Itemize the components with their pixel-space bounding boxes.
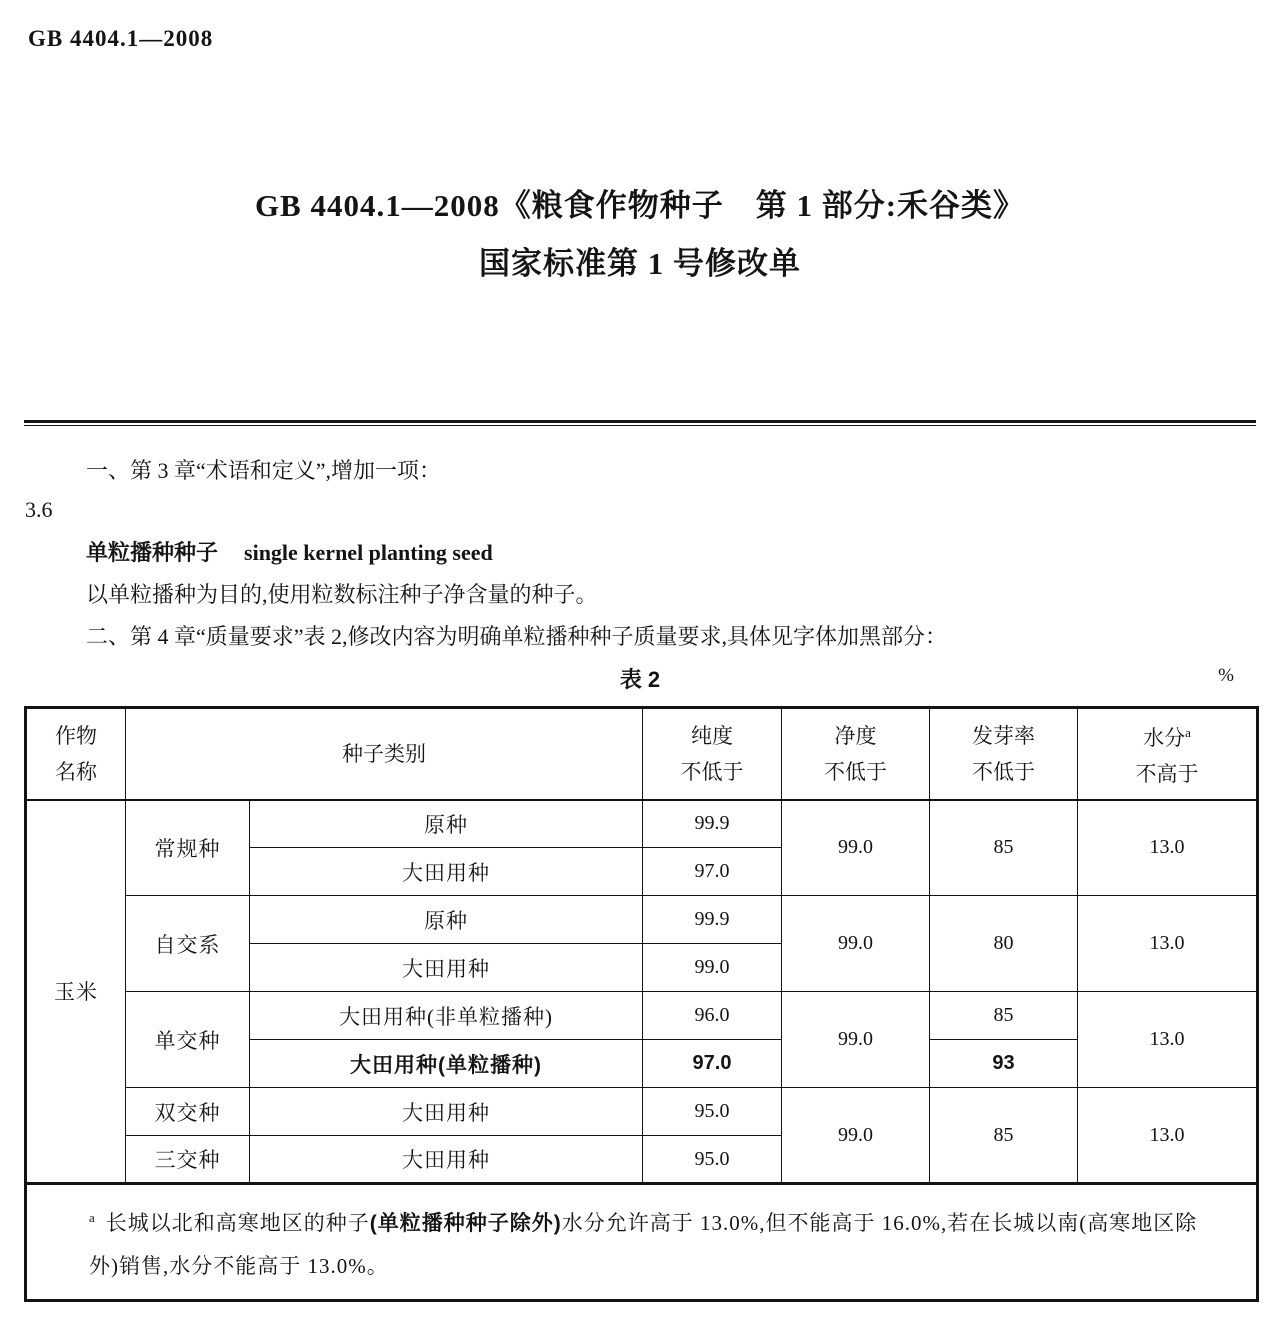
col-header-moisture-footnote-ref: a (1185, 725, 1191, 741)
col-header-crop-line2: 名称 (55, 759, 97, 784)
col-header-germination-line1: 发芽率 (972, 723, 1035, 748)
cell-purity: 99.9 (643, 896, 782, 944)
cell-group-changguizhong: 常规种 (126, 800, 250, 896)
col-header-cleanliness-line2: 不低于 (824, 759, 887, 784)
table-row (26, 800, 1258, 848)
table-footnote-row (26, 1184, 1258, 1301)
cell-germination: 85 (930, 1088, 1078, 1184)
doc-title-line2: 国家标准第 1 号修改单 (479, 246, 801, 281)
cell-seed-type: 大田用种 (250, 1088, 643, 1136)
table-header-row (26, 708, 1258, 800)
cell-purity: 99.9 (643, 800, 782, 848)
table-footnote (26, 1184, 1258, 1301)
clause-number: 3.6 (25, 497, 53, 522)
cell-cleanliness: 99.0 (782, 896, 930, 992)
table-row (26, 992, 1258, 1040)
cell-group-danjiaozhong: 单交种 (126, 992, 250, 1088)
cell-purity: 95.0 (643, 1136, 782, 1184)
cell-germination-single-kernel: 93 (930, 1040, 1078, 1088)
col-header-moisture-line2: 不高于 (1135, 762, 1199, 787)
cell-seed-type: 大田用种(非单粒播种) (250, 992, 643, 1040)
horizontal-rule (24, 420, 1256, 423)
cell-cleanliness: 99.0 (782, 992, 930, 1088)
col-header-moisture-line1 (1078, 715, 1256, 756)
cell-cleanliness: 99.0 (782, 1088, 930, 1184)
doc-code: GB 4404.1—2008 (28, 26, 214, 51)
term-chinese: 单粒播种种子 (86, 540, 219, 565)
quality-requirements-table (24, 706, 1259, 1302)
cell-germination: 85 (930, 992, 1078, 1040)
cell-purity: 95.0 (643, 1088, 782, 1136)
cell-moisture: 13.0 (1078, 896, 1258, 992)
cell-crop-name: 玉米 (26, 800, 126, 1184)
cell-seed-type: 原种 (250, 800, 643, 848)
table-caption: 表 2 (619, 667, 661, 692)
term-english: single kernel planting seed (244, 540, 493, 565)
cell-seed-type: 大田用种 (250, 944, 643, 992)
col-header-germination-line2: 不低于 (972, 759, 1035, 784)
cell-seed-type: 原种 (250, 896, 643, 944)
table-unit-label: % (1218, 665, 1234, 686)
cell-group-zijiaoxi: 自交系 (126, 896, 250, 992)
cell-seed-type: 大田用种 (250, 848, 643, 896)
col-header-purity-line1: 纯度 (691, 723, 733, 748)
footnote-marker: a (89, 1210, 96, 1225)
col-header-moisture-text: 水分 (1143, 726, 1186, 751)
cell-cleanliness: 99.0 (782, 800, 930, 896)
cell-germination: 85 (930, 800, 1078, 896)
term-definition: 以单粒播种为目的,使用粒数标注种子净含量的种子。 (86, 582, 598, 607)
col-header-cleanliness-line1: 净度 (834, 723, 877, 748)
cell-seed-type: 大田用种 (250, 1136, 643, 1184)
table-row (26, 896, 1258, 944)
table-row (26, 1088, 1258, 1136)
cell-group-sanjiaozhong: 三交种 (126, 1136, 250, 1184)
col-header-purity (643, 708, 782, 800)
paragraph-amendment-2: 二、第 4 章“质量要求”表 2,修改内容为明确单粒播种种子质量要求,具体见字体加黑部分： (86, 624, 948, 649)
cell-germination: 80 (930, 896, 1078, 992)
cell-purity-single-kernel: 97.0 (643, 1040, 782, 1088)
col-header-moisture (1078, 708, 1258, 800)
footnote-text-bold: (单粒播种种子除外) (369, 1212, 562, 1235)
cell-seed-type-single-kernel: 大田用种(单粒播种) (250, 1040, 643, 1088)
col-header-seed-type: 种子类别 (126, 708, 643, 800)
col-header-crop (26, 708, 126, 800)
cell-purity: 97.0 (643, 848, 782, 896)
col-header-cleanliness (782, 708, 930, 800)
cell-moisture: 13.0 (1078, 1088, 1258, 1184)
cell-moisture: 13.0 (1078, 992, 1258, 1088)
cell-purity: 99.0 (643, 944, 782, 992)
cell-moisture: 13.0 (1078, 800, 1258, 896)
cell-purity: 96.0 (643, 992, 782, 1040)
cell-group-shuangjiaozhong: 双交种 (126, 1088, 250, 1136)
term-line (24, 538, 1256, 568)
doc-title-line1: GB 4404.1—2008《粮食作物种子 第 1 部分:禾谷类》 (254, 188, 1026, 223)
table-caption-row (24, 663, 1256, 693)
footnote-text-part2: 水分允许高于 13.0%,但不能高于 16.0%,若在长城以南(高寒地区除外)销售,水分不能高于 13.0%。 (89, 1211, 1198, 1278)
col-header-crop-line1: 作物 (55, 723, 97, 748)
footnote-text-part1: 长城以北和高寒地区的种子 (105, 1211, 370, 1235)
col-header-purity-line2: 不低于 (680, 759, 744, 784)
col-header-germination (930, 708, 1078, 800)
paragraph-amendment-1: 一、第 3 章“术语和定义”,增加一项： (86, 458, 442, 483)
